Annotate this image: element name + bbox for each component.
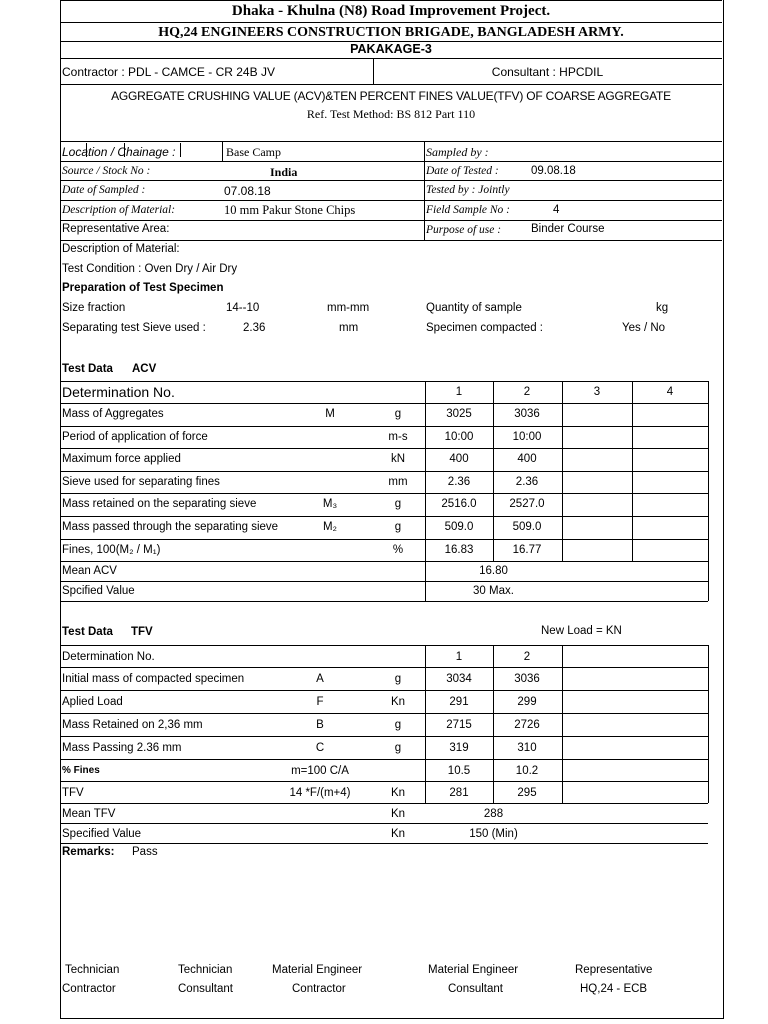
tfv-row-value-1: 3034 <box>446 673 472 685</box>
acv-row-value-2: 10:00 <box>512 431 542 443</box>
tfv-row-unit: Kn <box>390 787 406 799</box>
table-rule <box>632 381 633 561</box>
location-value: Base Camp <box>226 145 281 159</box>
new-load-label: New Load = KN <box>541 625 622 637</box>
source-value: India <box>270 165 298 179</box>
divider <box>60 161 722 162</box>
acv-row-value-1: 16.83 <box>444 544 474 556</box>
purpose-value: Binder Course <box>531 223 605 235</box>
acv-row-unit: kN <box>390 453 406 465</box>
signature-role: Material Engineer <box>272 964 363 976</box>
acv-heading-type: ACV <box>132 363 157 375</box>
tested-by-label: Tested by : Jointly <box>426 184 510 196</box>
tfv-mean-value: 288 <box>483 808 504 820</box>
acv-row-label: Fines, 100(M₂ / M₁) <box>62 544 161 556</box>
tfv-spec-label: Specified Value <box>62 828 142 840</box>
acv-row-symbol: M₂ <box>322 521 338 533</box>
sieve-unit: mm <box>339 322 359 334</box>
tfv-spec-unit: Kn <box>390 828 406 840</box>
contractor-label: Contractor : PDL - CAMCE - CR 24B JV <box>62 65 275 79</box>
signature-role: Representative <box>575 964 653 976</box>
table-rule <box>60 539 708 540</box>
table-rule <box>60 690 708 691</box>
tfv-row-value-2: 3036 <box>514 673 540 685</box>
tfv-row-value-1: 2715 <box>446 719 472 731</box>
brigade-title: HQ,24 ENGINEERS CONSTRUCTION BRIGADE, BANGLADESH ARMY. <box>158 25 624 40</box>
acv-header-number: 1 <box>455 386 463 398</box>
tfv-row-unit: g <box>394 719 402 731</box>
tfv-row-value-1: 281 <box>449 787 469 799</box>
acv-row-value-1: 3025 <box>446 408 472 420</box>
table-rule <box>425 645 426 803</box>
acv-row-value-1: 2.36 <box>447 476 471 488</box>
acv-row-value-2: 2527.0 <box>509 498 545 510</box>
tfv-row-value-2: 299 <box>517 696 537 708</box>
quantity-unit: kg <box>656 302 669 314</box>
tfv-row-unit: g <box>394 742 402 754</box>
acv-row-value-2: 16.77 <box>512 544 542 556</box>
signature-org: Consultant <box>448 983 503 995</box>
remarks-label: Remarks: <box>62 846 115 858</box>
divider <box>60 180 722 181</box>
size-fraction-value: 14--10 <box>226 302 260 314</box>
acv-row-unit: g <box>394 408 402 420</box>
acv-spec-label: Spcified Value <box>62 585 135 597</box>
project-title: Dhaka - Khulna (N8) Road Improvement Project. <box>231 3 551 19</box>
test-title: AGGREGATE CRUSHING VALUE (ACV)&TEN PERCENT FINES VALUE(TFV) OF COARSE AGGREGATE <box>111 89 671 103</box>
size-fraction-unit: mm-mm <box>327 302 370 314</box>
tfv-header-number: 1 <box>455 651 463 663</box>
acv-row-value-2: 3036 <box>514 408 540 420</box>
table-rule <box>60 426 708 427</box>
acv-row-label: Maximum force applied <box>62 453 181 465</box>
acv-row-value-1: 400 <box>449 453 469 465</box>
acv-header-number: 4 <box>666 386 674 398</box>
compacted-value: Yes / No <box>622 322 666 334</box>
tfv-row-value-2: 10.2 <box>515 765 539 777</box>
divider <box>60 84 722 85</box>
table-rule <box>60 713 708 714</box>
table-rule <box>60 843 708 844</box>
signature-role: Technician <box>178 964 233 976</box>
signature-org: Consultant <box>178 983 233 995</box>
divider <box>180 143 181 157</box>
table-rule <box>493 381 494 561</box>
acv-row-label: Mass retained on the separating sieve <box>62 498 257 510</box>
table-rule <box>60 601 708 602</box>
top-border <box>60 0 722 1</box>
tfv-mean-unit: Kn <box>390 808 406 820</box>
table-rule <box>60 516 708 517</box>
tfv-row-symbol: B <box>316 719 324 731</box>
divider <box>222 141 223 161</box>
tfv-header-number: 2 <box>523 651 531 663</box>
tfv-row-label: Initial mass of compacted specimen <box>62 673 245 685</box>
acv-row-value-2: 400 <box>517 453 537 465</box>
tfv-row-unit: g <box>394 673 402 685</box>
acv-row-symbol: M₃ <box>322 498 338 510</box>
table-rule <box>60 823 708 824</box>
description-material-label: Description of Material: <box>62 243 180 255</box>
sampled-by-label: Sampled by : <box>426 145 489 159</box>
location-label: Location / Chainage : <box>62 145 176 159</box>
divider <box>60 240 722 241</box>
signature-org: HQ,24 - ECB <box>580 983 648 995</box>
tfv-row-value-1: 10.5 <box>447 765 471 777</box>
acv-row-value-2: 2.36 <box>515 476 539 488</box>
acv-header-label: Determination No. <box>62 384 175 400</box>
acv-header-number: 2 <box>523 386 531 398</box>
date-tested-label: Date of Tested : <box>426 165 499 177</box>
tfv-row-label: TFV <box>62 787 84 799</box>
divider <box>60 58 722 59</box>
acv-row-unit: g <box>394 521 402 533</box>
compacted-label: Specimen compacted : <box>426 322 543 334</box>
tfv-row-symbol: A <box>316 673 324 685</box>
table-rule <box>60 645 708 646</box>
divider <box>60 22 722 23</box>
field-sample-label: Field Sample No : <box>426 204 510 216</box>
tfv-row-symbol: F <box>316 696 324 708</box>
field-sample-value: 4 <box>553 204 560 216</box>
acv-mean-value: 16.80 <box>479 565 508 577</box>
acv-row-unit: m-s <box>388 431 408 443</box>
acv-row-label: Sieve used for separating fines <box>62 476 220 488</box>
date-sampled-label: Date of Sampled : <box>62 184 146 196</box>
representative-area-label: Representative Area: <box>62 223 170 235</box>
divider <box>60 141 722 142</box>
date-sampled-value: 07.08.18 <box>224 184 271 198</box>
acv-row-unit: % <box>392 544 404 556</box>
table-rule <box>60 561 708 562</box>
tfv-row-symbol: 14 *F/(m+4) <box>289 787 351 799</box>
acv-row-label: Mass of Aggregates <box>62 408 164 420</box>
table-rule <box>708 381 709 601</box>
table-rule <box>562 645 563 803</box>
acv-row-label: Mass passed through the separating sieve <box>62 521 279 533</box>
acv-row-value-1: 509.0 <box>444 521 474 533</box>
acv-header-number: 3 <box>593 386 601 398</box>
table-rule <box>60 471 708 472</box>
date-tested-value: 09.08.18 <box>531 165 576 177</box>
tfv-header-label: Determination No. <box>62 651 155 663</box>
description-label: Description of Material: <box>62 204 176 216</box>
table-rule <box>60 759 708 760</box>
sieve-value: 2.36 <box>243 322 266 334</box>
table-rule <box>60 581 708 582</box>
table-rule <box>708 645 709 803</box>
size-fraction-label: Size fraction <box>62 302 126 314</box>
tfv-row-label: Mass Passing 2.36 mm <box>62 742 182 754</box>
preparation-heading: Preparation of Test Specimen <box>62 282 224 294</box>
source-label: Source / Stock No : <box>62 165 151 177</box>
tfv-spec-value: 150 (Min) <box>469 828 518 840</box>
acv-row-label: Period of application of force <box>62 431 208 443</box>
acv-row-symbol: M <box>325 408 335 420</box>
signature-role: Material Engineer <box>428 964 519 976</box>
table-rule <box>60 403 708 404</box>
signature-org: Contractor <box>62 983 116 995</box>
table-rule <box>493 645 494 803</box>
purpose-label: Purpose of use : <box>426 224 502 236</box>
tfv-row-value-1: 291 <box>449 696 469 708</box>
divider <box>60 200 722 201</box>
table-rule <box>562 381 563 561</box>
table-rule <box>60 493 708 494</box>
description-value: 10 mm Pakur Stone Chips <box>224 203 356 217</box>
acv-spec-value: 30 Max. <box>473 585 514 597</box>
reference-method: Ref. Test Method: BS 812 Part 110 <box>306 107 476 121</box>
tfv-row-label: Mass Retained on 2,36 mm <box>62 719 203 731</box>
tfv-mean-label: Mean TFV <box>62 808 116 820</box>
signature-role: Technician <box>65 964 120 976</box>
tfv-heading-type: TFV <box>131 626 153 638</box>
remarks-value: Pass <box>132 846 158 858</box>
acv-heading-label: Test Data <box>62 363 113 375</box>
acv-row-unit: g <box>394 498 402 510</box>
tfv-heading-label: Test Data <box>62 626 113 638</box>
sieve-label: Separating test Sieve used : <box>62 322 206 334</box>
tfv-row-value-1: 319 <box>449 742 469 754</box>
acv-row-value-1: 10:00 <box>444 431 474 443</box>
tfv-row-label: % Fines <box>62 765 100 776</box>
divider <box>424 141 425 240</box>
signature-org: Contractor <box>292 983 346 995</box>
table-rule <box>60 448 708 449</box>
tfv-row-unit: Kn <box>390 696 406 708</box>
acv-row-value-2: 509.0 <box>512 521 542 533</box>
table-rule <box>60 381 708 382</box>
divider <box>60 220 722 221</box>
test-condition-label: Test Condition : Oven Dry / Air Dry <box>62 263 238 275</box>
table-rule <box>60 736 708 737</box>
table-rule <box>60 803 708 804</box>
tfv-row-value-2: 295 <box>517 787 537 799</box>
acv-row-value-1: 2516.0 <box>441 498 477 510</box>
tfv-row-symbol: C <box>315 742 325 754</box>
table-rule <box>60 667 708 668</box>
package-title: PAKAKAGE-3 <box>350 42 432 56</box>
acv-mean-label: Mean ACV <box>62 565 117 577</box>
tfv-row-label: Aplied Load <box>62 696 123 708</box>
tfv-row-symbol: m=100 C/A <box>291 765 349 777</box>
tfv-row-value-2: 2726 <box>514 719 540 731</box>
tfv-row-value-2: 310 <box>517 742 537 754</box>
acv-row-unit: mm <box>388 476 408 488</box>
consultant-label: Consultant : HPCDIL <box>491 65 604 79</box>
table-rule <box>60 781 708 782</box>
quantity-label: Quantity of sample <box>426 302 522 314</box>
